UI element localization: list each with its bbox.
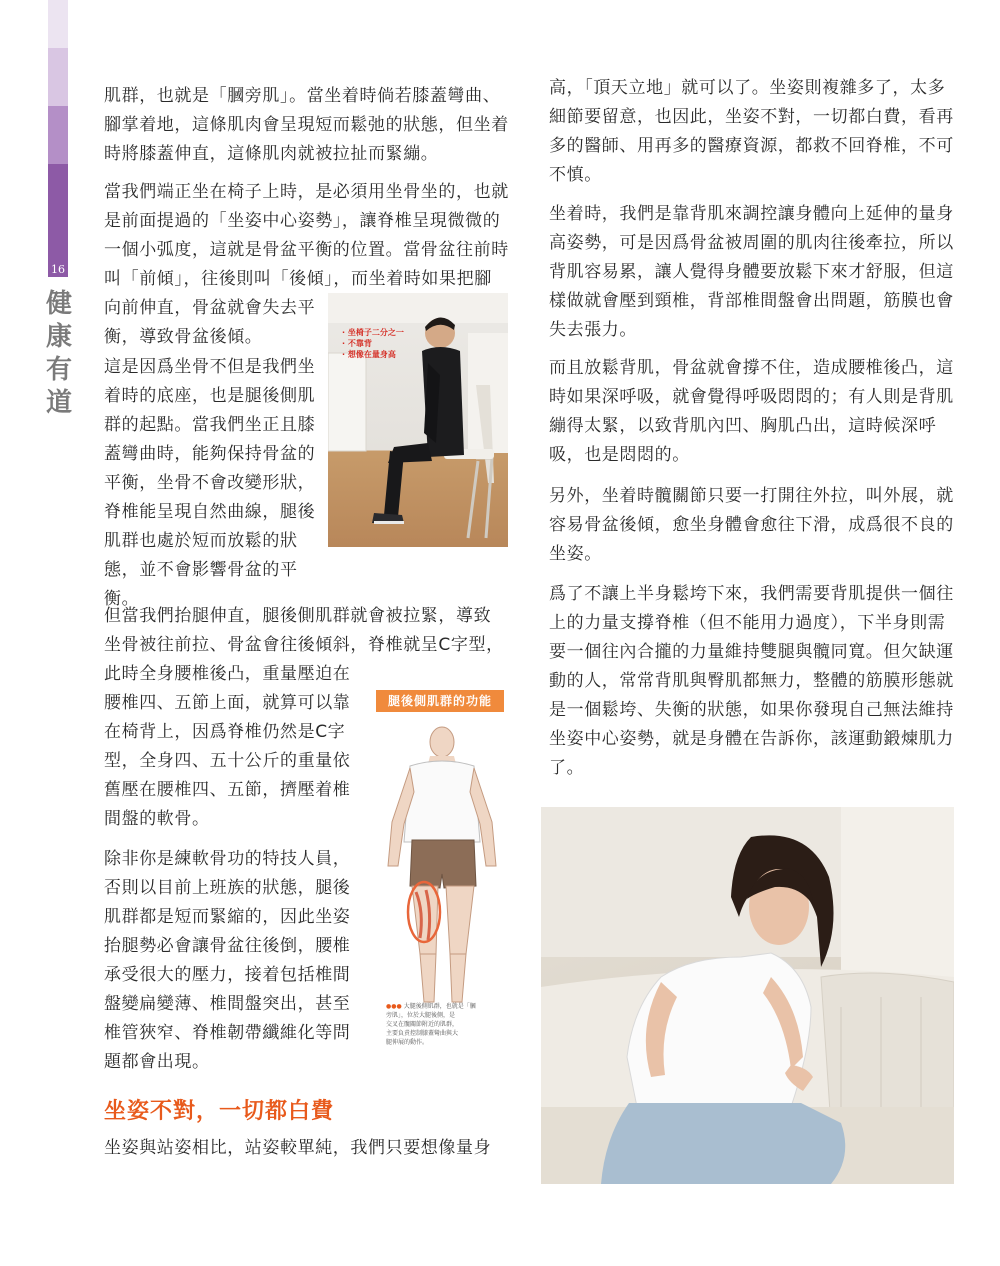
illustration-note (386, 1002, 498, 1047)
text-line: 時將膝蓋伸直，這條肌肉就被拉扯而緊繃。 (104, 144, 439, 164)
text-line: 當我們端正坐在椅子上時，是必須用坐骨坐的，也就 (104, 182, 509, 202)
text-line: 一個小弧度，這就是骨盆平衡的位置。當骨盆往前時 (104, 240, 509, 260)
text-line: 了。 (549, 758, 585, 778)
text-line: 而且放鬆背肌，骨盆就會撐不住，造成腰椎後凸，這 (549, 358, 954, 378)
page-number: 16 (48, 263, 68, 277)
text-line: 高，「頂天立地」就可以了。坐姿則複雜多了，太多 (549, 78, 946, 98)
section-tab-light (48, 0, 68, 48)
text-line: 群的起點。當我們坐正且膝 (104, 415, 316, 435)
text-line: 在椅背上，因爲脊椎仍然是C字 (104, 722, 346, 742)
magazine-brand (44, 288, 74, 420)
text-line: 這是因爲坐骨不但是我們坐 (104, 357, 316, 377)
note-line: 腿伸展的動作。 (386, 1039, 429, 1046)
brand-char: 道 (45, 388, 72, 418)
text-line: 態，並不會影響骨盆的平 (104, 560, 298, 580)
text-line: 除非你是練軟骨功的特技人員， (104, 849, 351, 869)
text-line: 向前伸直，骨盆就會失去平 (104, 298, 316, 318)
text-line: 否則以目前上班族的狀態，腿後 (104, 878, 351, 898)
brand-char: 有 (45, 355, 72, 385)
text-line: 坐姿。 (549, 544, 602, 564)
text-line: 叫「前傾」，往後則叫「後傾」，而坐着時如果把腳 (104, 269, 492, 289)
note-line: 交叉在髖關節附近的肌群， (386, 1021, 459, 1028)
text-line: 時如果深呼吸，就會覺得呼吸悶悶的；有人則是背肌 (549, 387, 954, 407)
text-line: 但當我們抬腿伸直，腿後側肌群就會被拉緊，導致 (104, 606, 492, 626)
text-line: 盤變扁變薄、椎間盤突出，甚至 (104, 994, 351, 1014)
section-tab-lilac (48, 48, 68, 106)
text-line: 高姿勢，可是因爲骨盆被周圍的肌肉往後牽拉，所以 (549, 233, 954, 253)
text-line: 肌群也處於短而放鬆的狀 (104, 531, 298, 551)
text-line: 題都會出現。 (104, 1052, 210, 1072)
hamstring-illustration (376, 690, 506, 1060)
text-line: 肌群都是短而緊縮的，因此坐姿 (104, 907, 351, 927)
text-line: 椎管狹窄、脊椎韌帶纖維化等問 (104, 1023, 351, 1043)
back-pain-photo (541, 807, 954, 1184)
text-line: 爲了不讓上半身鬆垮下來，我們需要背肌提供一個往 (549, 584, 954, 604)
text-line: 吸，也是悶悶的。 (549, 445, 690, 465)
right-paragraph-3 (549, 354, 954, 470)
text-line: 多的醫師、用再多的醫療資源，都救不回脊椎，不可 (549, 136, 954, 156)
text-line: 抬腿勢必會讓骨盆往後倒，腰椎 (104, 936, 351, 956)
text-line: 動的人，常常背肌與臀肌都無力，整體的筋膜形態就 (549, 671, 954, 691)
note-text: 大腿後側肌群，也就是「膕 (403, 1003, 476, 1010)
text-line: 間盤的軟骨。 (104, 809, 210, 829)
note-line (386, 1002, 498, 1011)
text-line: 容易骨盆後傾，愈坐身體會愈往下滑，成爲很不良的 (549, 515, 954, 535)
text-line: 腰椎四、五節上面，就算可以靠 (104, 693, 351, 713)
caption-line: · 坐椅子二分之一 (342, 328, 404, 337)
text-line: 要一個往內合攏的力量維持雙腿與髖同寬。但欠缺運 (549, 642, 954, 662)
text-line: 衡，導致骨盆後傾。 (104, 327, 263, 347)
note-line: 旁肌」，位於大腿後側，是 (386, 1012, 456, 1019)
text-line: 蓋彎曲時，能夠保持骨盆的 (104, 444, 316, 464)
sitting-posture-photo (328, 293, 508, 547)
anatomy-figure (376, 716, 506, 1016)
section-heading: 坐姿不對，一切都白費 (104, 1099, 335, 1124)
brand-char: 康 (45, 322, 72, 352)
text-line: 繃得太緊，以致背肌內凹、胸肌凸出，這時候深呼 (549, 416, 937, 436)
caption-line: · 想像在量身高 (342, 350, 396, 359)
text-line: 上的力量支撐脊椎（但不能用力過度），下半身則需 (549, 613, 946, 633)
left-paragraph-1 (104, 82, 509, 169)
note-line: 主要負責控制膝蓋彎曲與大 (386, 1030, 459, 1037)
text-line: 坐骨被往前拉、骨盆會往後傾斜，脊椎就呈C字型， (104, 635, 504, 655)
text-line: 舊壓在腰椎四、五節，擠壓着椎 (104, 780, 351, 800)
brand-char: 健 (45, 289, 72, 319)
text-line: 細節要留意，也因此，坐姿不對，一切都白費，看再 (549, 107, 954, 127)
text-line: 不慎。 (549, 165, 602, 185)
text-line: 失去張力。 (549, 320, 637, 340)
woman-on-sofa-figure (541, 807, 954, 1184)
caption-line: · 不靠背 (342, 339, 372, 348)
left-paragraph-5 (104, 845, 350, 1077)
text-line: 是一個鬆垮、失衡的狀態，如果你發現自己無法維持 (549, 700, 954, 720)
right-paragraph-5 (549, 580, 954, 783)
text-line: 另外，坐着時髖關節只要一打開往外拉，叫外展，就 (549, 486, 954, 506)
text-line: 肌群，也就是「膕旁肌」。當坐着時倘若膝蓋彎曲、 (104, 86, 501, 106)
text-line: 此時全身腰椎後凸，重量壓迫在 (104, 664, 351, 684)
right-paragraph-2 (549, 200, 954, 345)
text-line: 着時的底座，也是腿後側肌 (104, 386, 316, 406)
bullet-dots-icon: ●●● (386, 1003, 402, 1010)
text-line: 平衡，坐骨不會改變形狀， (104, 473, 316, 493)
text-line: 衡。 (104, 589, 140, 609)
text-line: 脊椎能呈現自然曲線，腿後 (104, 502, 316, 522)
section-tab-dark (48, 164, 68, 264)
text-line: 型，全身四、五十公斤的重量依 (104, 751, 351, 771)
section-tab-purple (48, 106, 68, 164)
text-line: 坐姿中心姿勢，就是身體在告訴你，該運動鍛煉肌力 (549, 729, 954, 749)
left-paragraph-6 (104, 1134, 491, 1163)
text-line: 坐着時，我們是靠背肌來調控讓身體向上延伸的量身 (549, 204, 954, 224)
text-line: 坐姿與站姿相比，站姿較單純，我們只要想像量身 (104, 1138, 492, 1158)
illustration-tag: 腿後側肌群的功能 (376, 690, 504, 712)
text-line: 承受很大的壓力，接着包括椎間 (104, 965, 351, 985)
text-line: 樣做就會壓到頸椎，背部椎間盤會出問題，筋膜也會 (549, 291, 954, 311)
text-line: 背肌容易累，讓人覺得身體要放鬆下來才舒服，但這 (549, 262, 954, 282)
text-line: 是前面提過的「坐姿中心姿勢」，讓脊椎呈現微微的 (104, 211, 501, 231)
left-paragraph-3 (104, 353, 315, 614)
photo-caption (342, 327, 406, 360)
right-paragraph-4 (549, 482, 954, 569)
text-line: 腳掌着地，這條肌肉會呈現短而鬆弛的狀態，但坐着 (104, 115, 509, 135)
right-paragraph-1 (549, 74, 954, 190)
